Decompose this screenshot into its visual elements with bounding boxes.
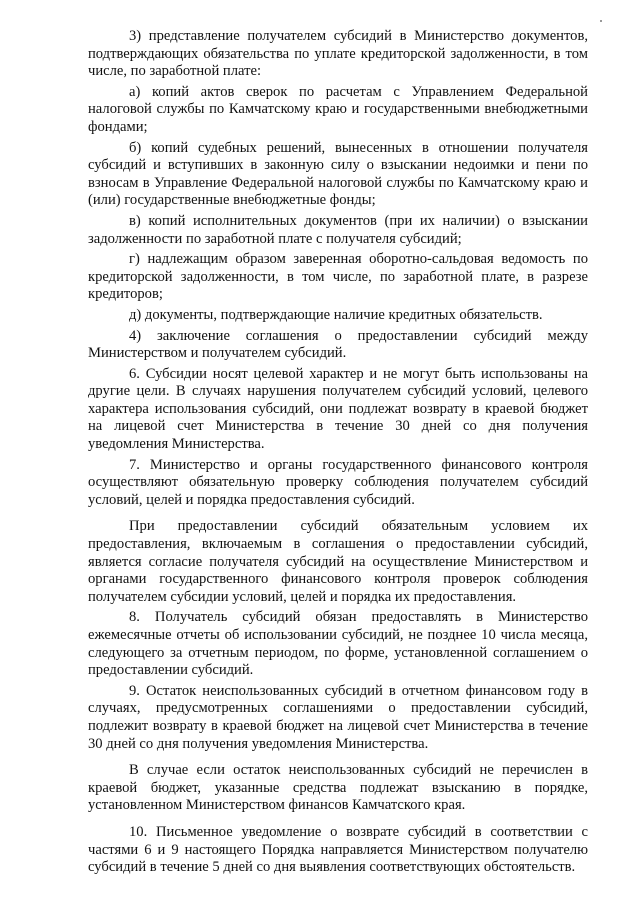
paragraph-3c: в) копий исполнительных документов (при их наличии) о взыскании задолженности по заработной плате с получателя субсидий; [88, 212, 588, 247]
paragraph-9-recovery: В случае если остаток неиспользованных субсидий не перечислен в краевой бюджет, указанные средства подлежат взысканию в порядке, установленном Министерством финансов Камчатского края. [88, 762, 588, 814]
paragraph-4: 4) заключение соглашения о предоставлении субсидий между Министерством и получателем субсидий. [88, 327, 588, 362]
paragraph-3b: б) копий судебных решений, вынесенных в отношении получателя субсидий и вступивших в законную силу о взыскании недоимки и пени по взносам в Управление Федеральной налоговой службы по Камчатскому краю и (или) государственные внебюджетные фонды; [88, 139, 588, 209]
paragraph-6: 6. Субсидии носят целевой характер и не могут быть использованы на другие цели. В случаях нарушения получателем субсидий условий, целевого характера использования субсидий, они подлежат возврату в краевой бюджет на лицевой счет Министерства в течение 30 дней со дня получения уведомления Министерства. [88, 365, 588, 453]
paragraph-7: 7. Министерство и органы государственного финансового контроля осуществляют обязательную проверку соблюдения получателем субсидий условий, целей и порядка предоставления субсидий. [88, 456, 588, 508]
paragraph-3-documents: 3) представление получателем субсидий в Министерство документов, подтверждающих обязательства по уплате кредиторской задолженности, в том числе, по заработной плате: [88, 28, 588, 80]
paragraph-3a: а) копий актов сверок по расчетам с Управлением Федеральной налоговой службы по Камчатскому краю и государственными внебюджетными фондами; [88, 83, 588, 135]
document-page [88, 28, 588, 877]
paragraph-8: 8. Получатель субсидий обязан предоставлять в Министерство ежемесячные отчеты об использовании субсидий, не позднее 10 числа месяца, следующего за отчетным периодом, по форме, установленной соглашением о предоставлении субсидий. [88, 609, 588, 679]
paragraph-3d: г) надлежащим образом заверенная оборотно-сальдовая ведомость по кредиторской задолженности, в том числе, по заработной плате, в разрезе кредиторов; [88, 251, 588, 303]
paragraph-9: 9. Остаток неиспользованных субсидий в отчетном финансовом году в случаях, предусмотренных соглашениями о предоставлении субсидий, подлежит возврату в краевой бюджет на лицевой счет Министерства в течение 30 дней со дня получения уведомления Министерства. [88, 682, 588, 752]
scan-dot [600, 20, 602, 22]
paragraph-7-conditions: При предоставлении субсидий обязательным условием их предоставления, включаемым в соглашения о предоставлении субсидий, является согласие получателя субсидий на осуществление Министерством и органами государственного финансового контроля проверок соблюдения получателем субсидии условий, целей и порядка их предоставления. [88, 518, 588, 605]
paragraph-10: 10. Письменное уведомление о возврате субсидий в соответствии с частями 6 и 9 настоящего Порядка направляется Министерством получателю субсидий в течение 5 дней со дня выявления соответствующих обстоятельств. [88, 823, 588, 876]
paragraph-3e: д) документы, подтверждающие наличие кредитных обязательств. [129, 306, 543, 323]
